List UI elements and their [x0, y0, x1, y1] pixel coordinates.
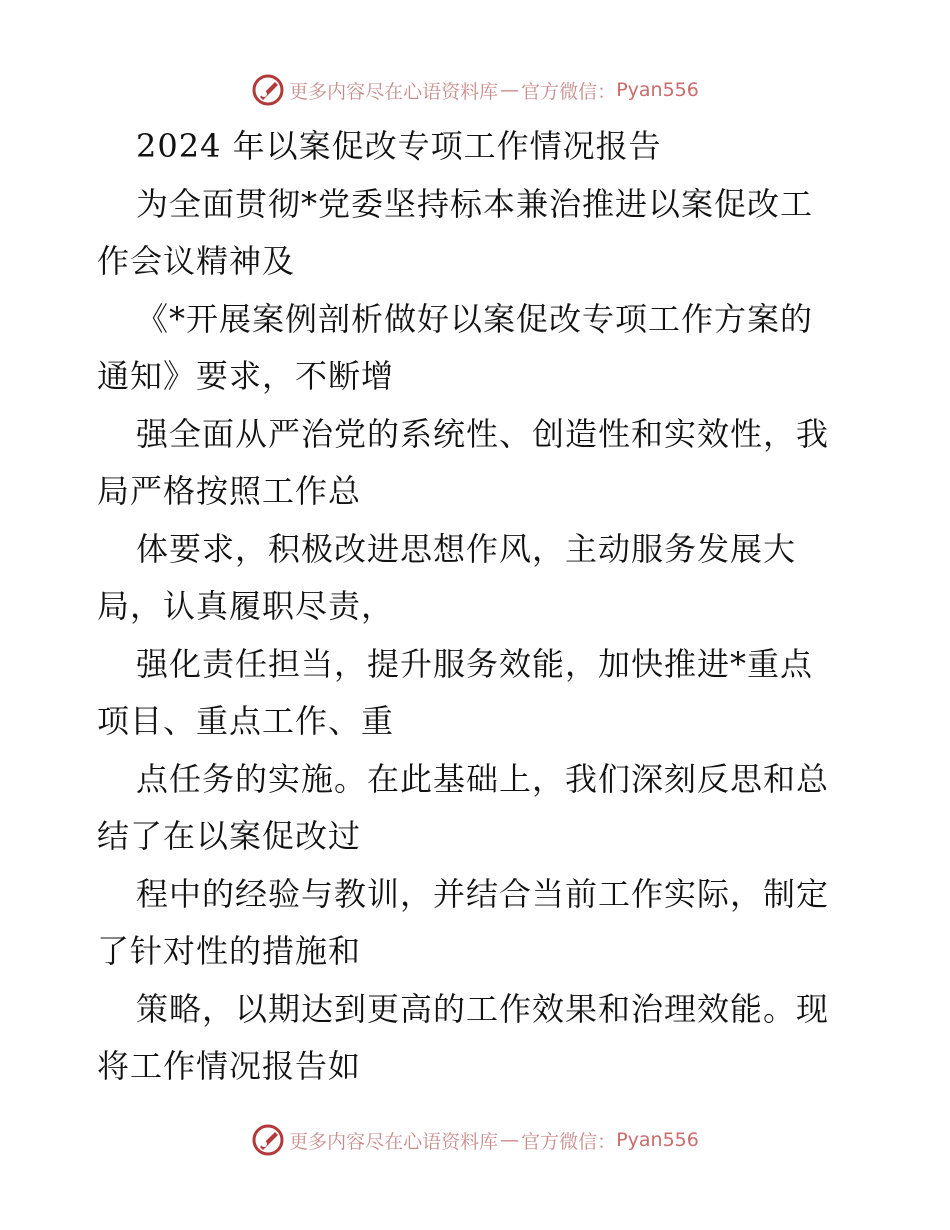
text-line: 程中的经验与教训，并结合当前工作实际，制定: [136, 874, 830, 913]
document-body: [97, 118, 857, 1096]
watermark-suffix: 官方微信：: [521, 80, 617, 103]
text-line: 将工作情况报告如: [97, 1047, 362, 1085]
watermark-id: Pyan556: [616, 1129, 699, 1151]
text-line: 通知》要求，不断增: [97, 357, 395, 395]
text-line: 体要求，积极改进思想作风，主动服务发展大: [136, 529, 797, 568]
text-line: 为全面贯彻*党委坚持标本兼治推进以案促改工: [136, 184, 814, 223]
watermark-separator: —: [500, 79, 520, 101]
document-title: 2024 年以案促改专项工作情况报告: [136, 127, 662, 165]
footer-watermark: [0, 1120, 950, 1160]
text-line: 强化责任担当，提升服务效能，加快推进*重点: [136, 644, 814, 683]
text-line: 作会议精神及: [97, 242, 296, 280]
text-line: 了针对性的措施和: [97, 932, 362, 970]
watermark-text: 更多内容尽在心语资料库: [289, 1130, 499, 1153]
text-line: 强全面从严治党的系统性、创造性和实效性，我: [136, 414, 830, 453]
logo-icon: [251, 73, 285, 107]
watermark-suffix: 官方微信：: [521, 1130, 617, 1153]
watermark-text: 更多内容尽在心语资料库: [289, 80, 499, 103]
watermark-id: Pyan556: [616, 79, 699, 101]
text-line: 局，认真履职尽责，: [97, 587, 395, 625]
logo-icon: [251, 1123, 285, 1157]
text-line: 点任务的实施。在此基础上，我们深刻反思和总: [136, 759, 830, 798]
text-line: 《*开展案例剖析做好以案促改专项工作方案的: [136, 299, 814, 338]
header-watermark: [0, 70, 950, 110]
text-line: 结了在以案促改过: [97, 817, 362, 855]
text-line: 策略，以期达到更高的工作效果和治理效能。现: [136, 989, 830, 1028]
text-line: 项目、重点工作、重: [97, 702, 395, 740]
watermark-separator: —: [500, 1129, 520, 1151]
text-line: 局严格按照工作总: [97, 472, 362, 510]
